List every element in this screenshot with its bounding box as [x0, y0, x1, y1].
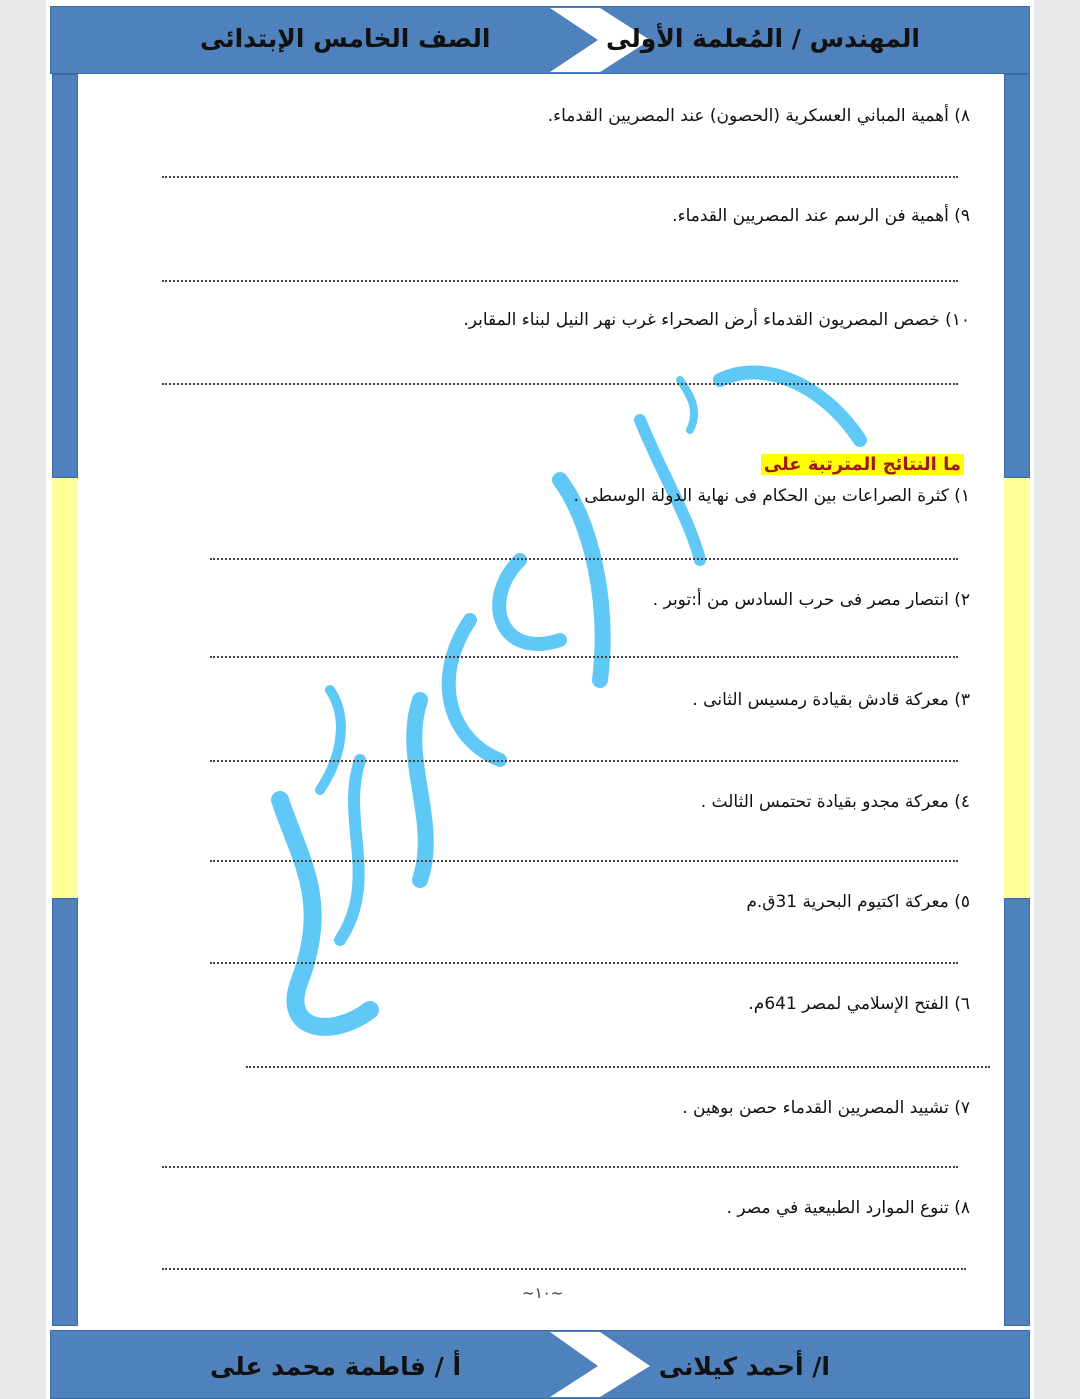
- answer-line[interactable]: [246, 1066, 990, 1068]
- question-10-part1: ١٠) خصص المصريون القدماء أرض الصحراء غرب نهر النيل لبناء المقابر.: [463, 310, 970, 330]
- answer-line[interactable]: [210, 558, 958, 560]
- footer-right-text: ا/ أحمد كيلانى: [658, 1352, 830, 1381]
- answer-line[interactable]: [210, 656, 958, 658]
- question-5-part2: ٥) معركة اكتيوم البحرية 31ق.م: [746, 892, 970, 912]
- right-side-bar-middle: [1004, 478, 1030, 898]
- question-8-part2: ٨) تنوع الموارد الطبيعية في مصر .: [726, 1198, 970, 1218]
- question-1-part2: ١) كثرة الصراعات بين الحكام فى نهاية الدولة الوسطى .: [573, 486, 970, 506]
- right-side-bar-top: [1004, 74, 1030, 478]
- section-title: ما النتائج المترتبة على: [761, 454, 964, 475]
- answer-line[interactable]: [210, 860, 958, 862]
- answer-line[interactable]: [210, 962, 958, 964]
- question-8-part1: ٨) أهمية المباني العسكرية (الحصون) عند المصريين القدماء.: [547, 106, 970, 126]
- question-7-part2: ٧) تشييد المصريين القدماء حصن بوهين .: [682, 1098, 970, 1118]
- footer-left-text: أ / فاطمة محمد على: [210, 1352, 462, 1381]
- header-left-text: الصف الخامس الإبتدائى: [200, 24, 491, 53]
- answer-line[interactable]: [162, 1166, 958, 1168]
- question-6-part2: ٦) الفتح الإسلامي لمصر 641م.: [748, 994, 970, 1014]
- answer-line[interactable]: [162, 280, 958, 282]
- footer-band: [50, 1330, 1030, 1398]
- answer-line[interactable]: [210, 760, 958, 762]
- right-side-bar-bottom: [1004, 898, 1030, 1326]
- answer-line[interactable]: [162, 176, 958, 178]
- header-band: [50, 6, 1030, 74]
- question-2-part2: ٢) انتصار مصر فى حرب السادس من أ:توبر .: [652, 590, 970, 610]
- question-4-part2: ٤) معركة مجدو بقيادة تحتمس الثالث .: [700, 792, 970, 812]
- question-3-part2: ٣) معركة قادش بقيادة رمسيس الثانى .: [692, 690, 970, 710]
- answer-line[interactable]: [162, 383, 958, 385]
- left-side-bar-bottom: [52, 898, 78, 1326]
- answer-line[interactable]: [162, 1268, 966, 1270]
- page-number: ~١٠~: [522, 1284, 564, 1302]
- question-9-part1: ٩) أهمية فن الرسم عند المصريين القدماء.: [672, 206, 970, 226]
- footer-band-shape: [50, 1330, 1030, 1399]
- left-side-bar-middle: [52, 478, 78, 898]
- left-side-bar-top: [52, 74, 78, 478]
- header-right-text: المهندس / المُعلمة الأولى: [606, 24, 920, 53]
